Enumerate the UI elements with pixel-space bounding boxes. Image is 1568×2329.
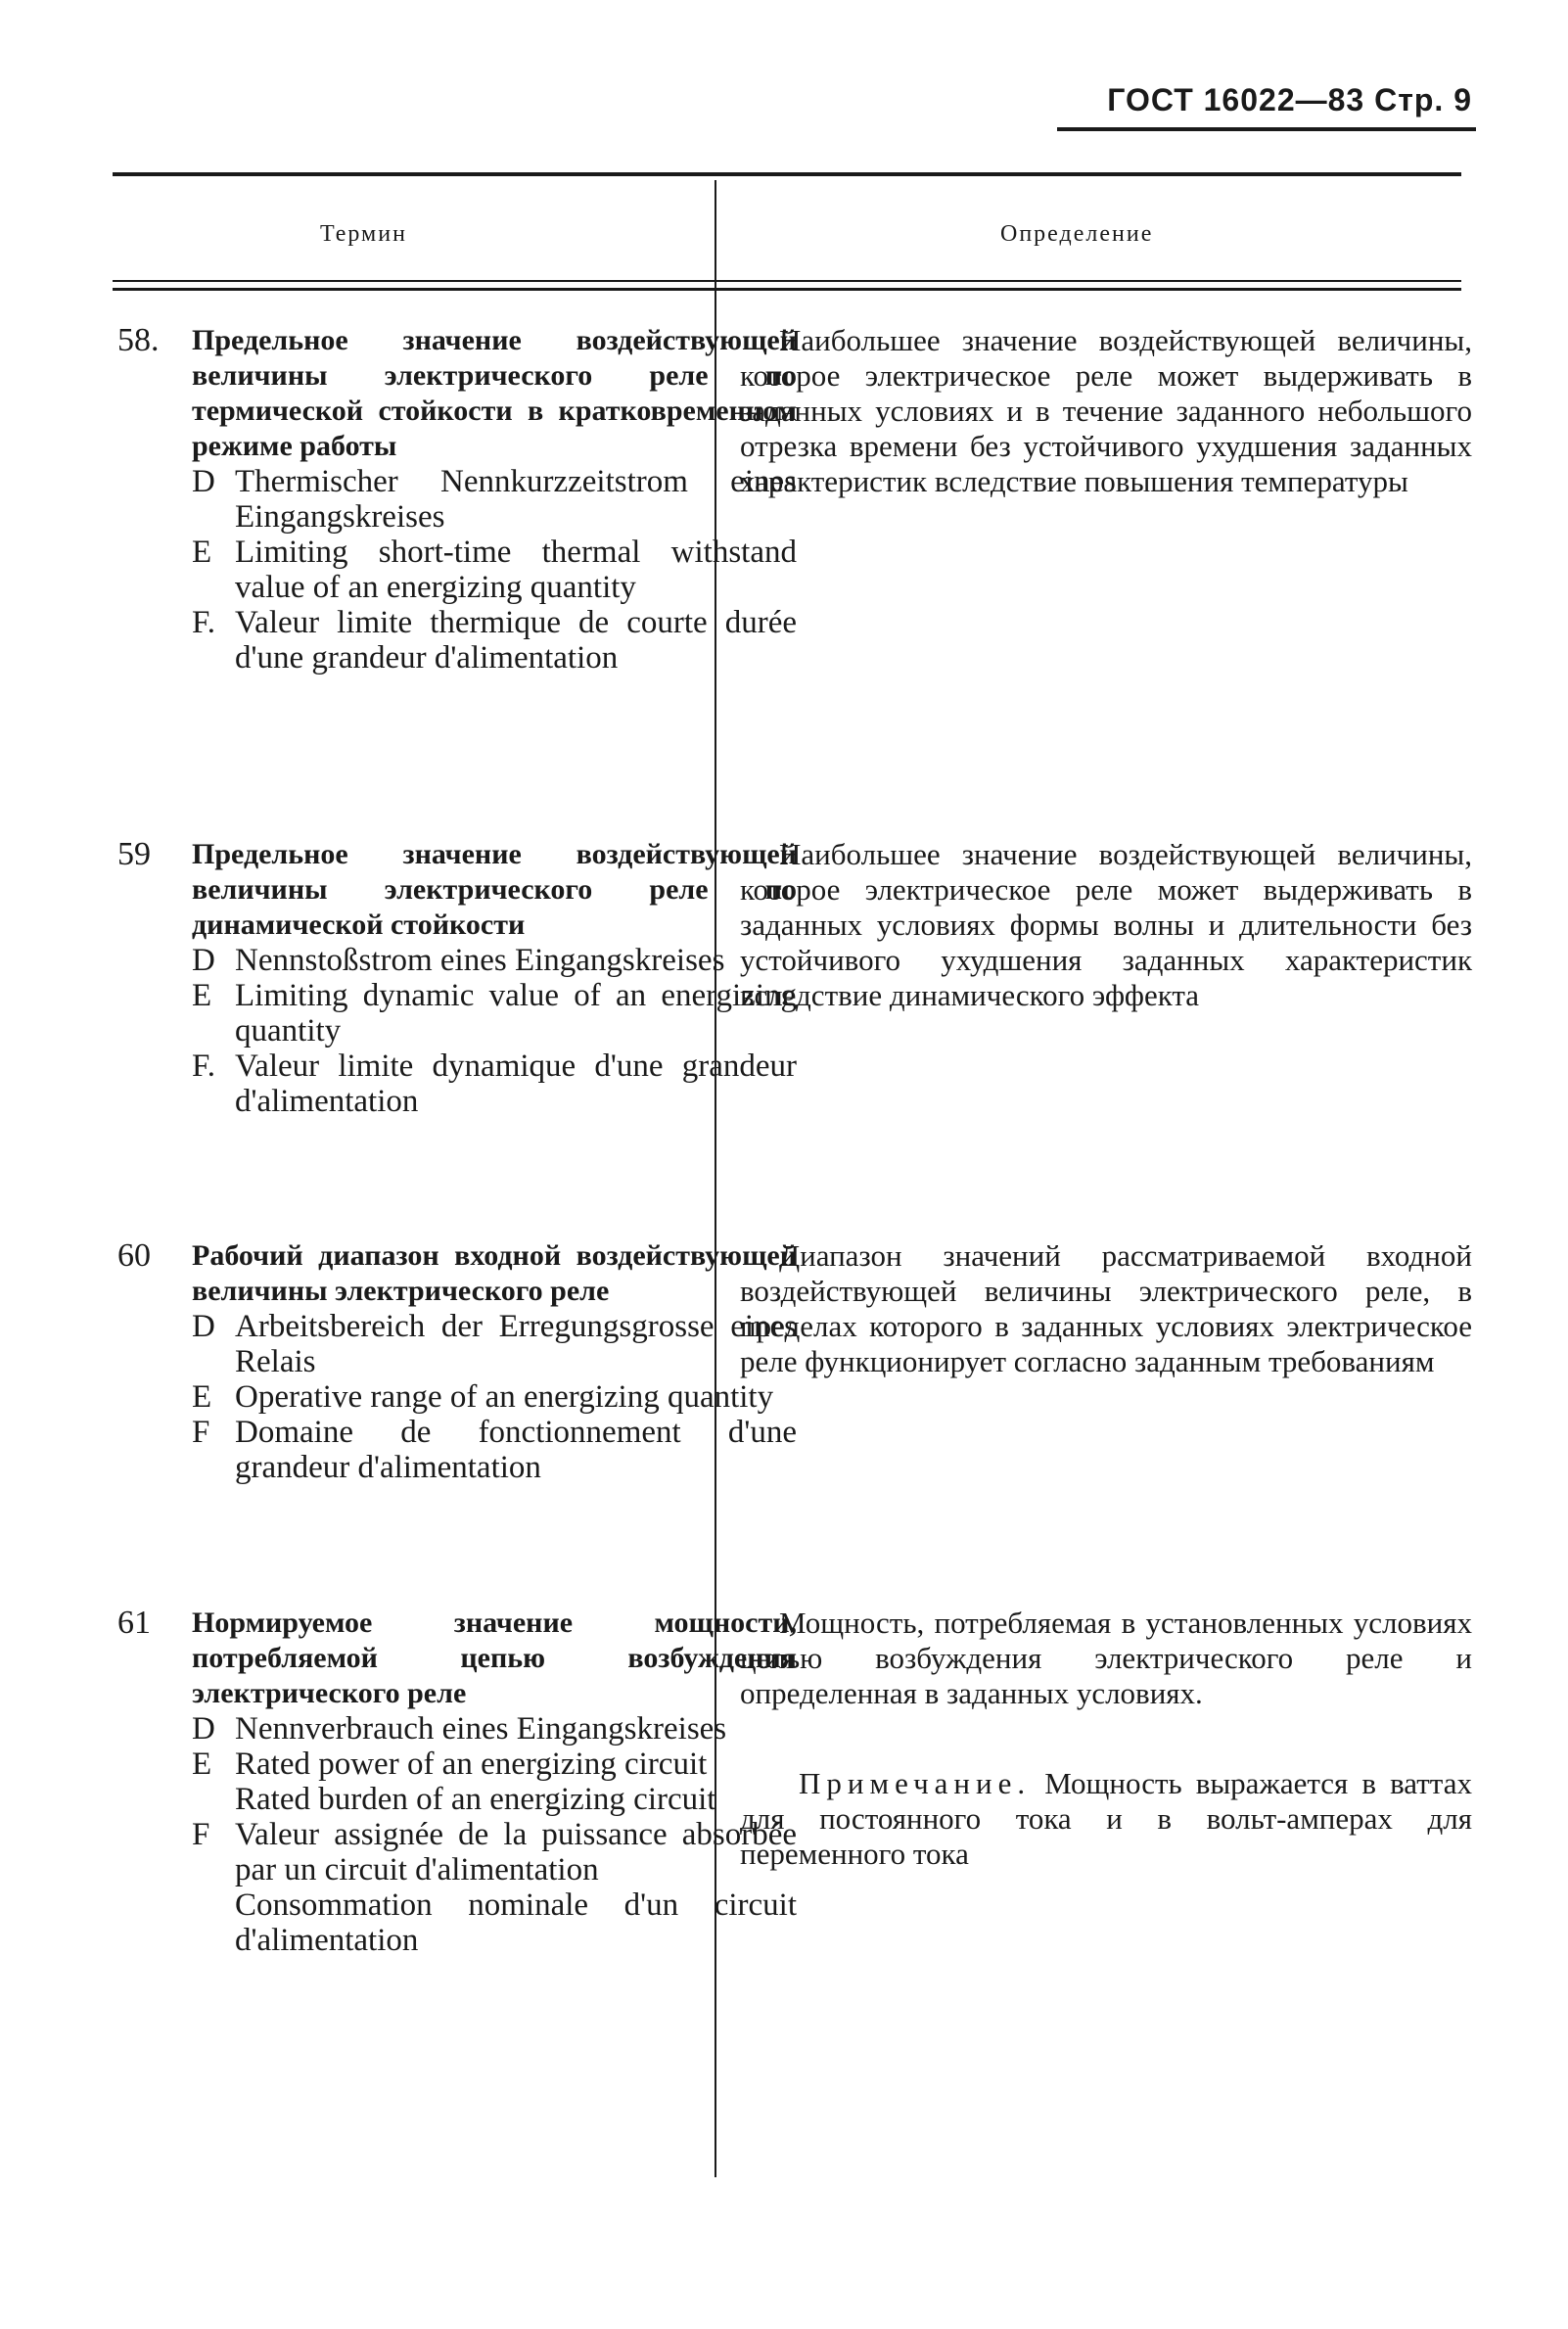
- header-rule: [1057, 127, 1476, 131]
- term-column: [192, 1238, 797, 1485]
- term-en: [192, 978, 797, 1048]
- term-translation: Limiting short-time thermal withstand value of an energizing quantity: [235, 535, 797, 605]
- lang-code: D: [192, 1711, 215, 1747]
- term-title: Предельное значение воздействующей величины электрического реле по динамической стойкости: [192, 838, 797, 941]
- term-fr: [192, 1048, 797, 1119]
- definition-text: Мощность, потребляемая в установленных условиях цепью возбуждения электрического реле и определенная в заданных условиях.: [740, 1606, 1472, 1710]
- lang-code: E: [192, 978, 212, 1013]
- column-header-term: Термин: [320, 221, 407, 247]
- term-fr: [192, 1415, 797, 1485]
- term-en: [192, 1379, 797, 1415]
- term-en: [192, 535, 797, 605]
- note-label: Примечание.: [799, 1766, 1032, 1800]
- lang-code: E: [192, 535, 212, 570]
- term-column: [192, 1606, 797, 1958]
- entry-number: 61: [117, 1605, 151, 1641]
- header-rule-thin: [113, 280, 1461, 282]
- term-translation: Valeur limite thermique de courte durée d'une grandeur d'alimentation: [235, 605, 797, 675]
- definition-text: Наибольшее значение воздействующей величины, которое электрическое реле может выдерживать в заданных условиях и в течение заданного небольшого отрезка времени без устойчивого ухудшения заданных характеристик вследствие повышения температуры: [740, 323, 1472, 498]
- definition-text: Наибольшее значение воздействующей величины, которое электрическое реле может выдерживать в заданных условиях формы волны и длительности без устойчивого ухудшения заданных характеристик вследствие динамического эффекта: [740, 837, 1472, 1012]
- term-title: Нормируемое значение мощности, потребляемой цепью возбуждения электрического реле: [192, 1607, 797, 1709]
- lang-code: F: [192, 1817, 210, 1852]
- term-translation: Rated burden of an energizing circuit: [235, 1782, 716, 1817]
- lang-code: E: [192, 1379, 212, 1415]
- lang-code: F.: [192, 1048, 215, 1084]
- column-header-definition: Определение: [1000, 221, 1154, 247]
- term-translation: Consommation nominale d'un circuit d'alimentation: [235, 1887, 797, 1958]
- term-column: [192, 323, 797, 675]
- term-en-alt: [192, 1782, 797, 1817]
- entry-number: 60: [117, 1237, 151, 1274]
- term-en: [192, 1747, 797, 1782]
- lang-code: F: [192, 1415, 210, 1450]
- term-fr: [192, 605, 797, 675]
- term-column: [192, 837, 797, 1119]
- term-translation: Arbeitsbereich der Erregungsgrosse eines Relais: [235, 1309, 797, 1379]
- definition-text: Диапазон значений рассматриваемой входной воздействующей величины электрического реле, в пределах которого в заданных условиях электрическое реле функционирует согласно заданным требованиям: [740, 1238, 1472, 1378]
- lang-code: F.: [192, 605, 215, 640]
- lang-code: E: [192, 1747, 212, 1782]
- lang-code: D: [192, 943, 215, 978]
- term-title: Рабочий диапазон входной воздействующей величины электрического реле: [192, 1239, 797, 1307]
- note-text: Мощность выражается в ваттах для постоянного тока и в вольт-амперах для переменного тока: [740, 1766, 1472, 1871]
- table-top-rule: [113, 172, 1461, 176]
- term-translation: Nennstoßstrom eines Eingangskreises: [235, 943, 725, 978]
- term-translation: Nennverbrauch eines Eingangskreises: [235, 1711, 727, 1747]
- definition-note: [740, 1766, 1472, 1872]
- term-translation: Domaine de fonctionnement d'une grandeur d'alimentation: [235, 1415, 797, 1485]
- term-translation: Limiting dynamic value of an energizing quantity: [235, 978, 797, 1048]
- term-translation: Valeur assignée de la puissance absorbée par un circuit d'alimentation: [235, 1817, 797, 1887]
- term-translation: Thermischer Nennkurzzeitstrom eines Eingangskreises: [235, 464, 797, 535]
- entry-number: 58.: [117, 322, 160, 358]
- header-rule-thick: [113, 288, 1461, 291]
- term-fr-alt: [192, 1887, 797, 1958]
- lang-code: D: [192, 1309, 215, 1344]
- lang-code: D: [192, 464, 215, 499]
- term-translation: Valeur limite dynamique d'une grandeur d'alimentation: [235, 1048, 797, 1119]
- term-de: [192, 1309, 797, 1379]
- term-translation: Rated power of an energizing circuit: [235, 1747, 708, 1782]
- term-fr: [192, 1817, 797, 1887]
- page-header: ГОСТ 16022—83 Стр. 9: [1107, 82, 1472, 117]
- term-de: [192, 943, 797, 978]
- term-de: [192, 464, 797, 535]
- term-title: Предельное значение воздействующей величины электрического реле по термической стойкости в кратковременном режиме работы: [192, 324, 797, 462]
- entry-number: 59: [117, 836, 151, 872]
- term-translation: Operative range of an energizing quantity: [235, 1379, 774, 1415]
- term-de: [192, 1711, 797, 1747]
